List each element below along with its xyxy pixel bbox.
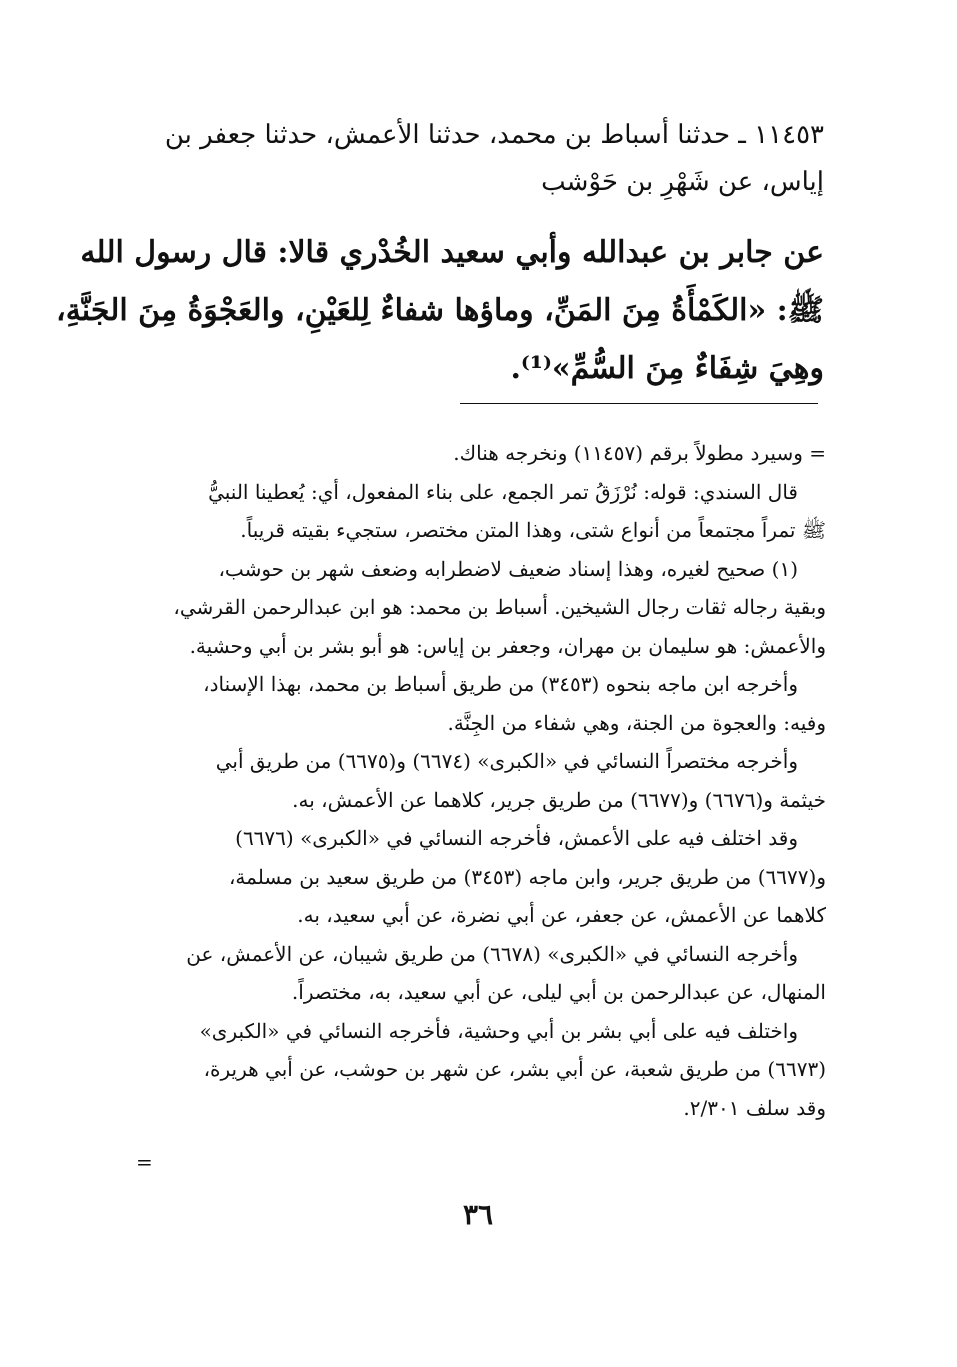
- footnote-line: وبقية رجاله ثقات رجال الشيخين. أسباط بن محمد: هو ابن عبدالرحمن القرشي،: [173, 595, 826, 619]
- footnote-line: المنهال، عن عبدالرحمن بن أبي ليلى، عن أبي سعيد، به، مختصراً.: [291, 980, 826, 1004]
- isnad-line: إياس، عن شَهْرِ بن حَوْشب: [541, 167, 824, 197]
- page-number: ٣٦: [462, 1198, 494, 1231]
- footnote-line: وأخرجه النسائي في «الكبرى» (٦٦٧٨) من طريق شيبان، عن الأعمش، عن: [186, 941, 798, 966]
- footnote-line: والأعمش: هو سليمان بن مهران، وجعفر بن إياس: هو أبو بشر بن أبي وحشية.: [189, 633, 826, 658]
- footnote-line: وأخرجه ابن ماجه بنحوه (٣٤٥٣) من طريق أسباط بن محمد، بهذا الإسناد،: [203, 672, 798, 696]
- matn-line: وهِيَ شِفَاءٌ مِنَ السُّمِّ»⁽¹⁾.: [510, 351, 824, 386]
- footnote-line: وقد سلف ٢/٣٠١.: [683, 1095, 826, 1120]
- footnote-line: وأخرجه مختصراً النسائي في «الكبرى» (٦٦٧٤) و(٦٦٧٥) من طريق أبي: [215, 749, 798, 773]
- footnote-line: كلاهما عن الأعمش، عن جعفر، عن أبي نضرة، عن أبي سعيد، به.: [297, 903, 826, 927]
- footnote-line: = وسيرد مطولاً برقم (١١٤٥٧) ونخرجه هناك.: [453, 441, 826, 465]
- footnote-line: (١) صحيح لغيره، وهذا إسناد ضعيف لاضطرابه وضعف شهر بن حوشب،: [218, 556, 798, 581]
- hadith-matn: [56, 224, 824, 398]
- footnote-divider: [460, 403, 818, 404]
- footnotes: [108, 434, 826, 1127]
- footnote-line: خيثمة و(٦٦٧٦) و(٦٦٧٧) من طريق جرير، كلاهما عن الأعمش، به.: [292, 787, 826, 812]
- hadith-isnad: [108, 112, 824, 206]
- isnad-line: ١١٤٥٣ ـ حدثنا أسباط بن محمد، حدثنا الأعمش، حدثنا جعفر بن: [164, 120, 824, 150]
- footnote-line: وفيه: والعجوة من الجنة، وهي شفاء من الجِنَّة.: [447, 710, 826, 735]
- footnote-line: قال السندي: قوله: نُرْزَقُ تمر الجمع، على بناء المفعول، أي: يُعطينا النبيُّ: [208, 479, 798, 504]
- footnote-line: واختلف فيه على أبي بشر بن أبي وحشية، فأخرجه النسائي في «الكبرى»: [199, 1018, 798, 1043]
- footnote-line: و(٦٦٧٧) من طريق جرير، وابن ماجه (٣٤٥٣) من طريق سعيد بن مسلمة،: [228, 864, 826, 889]
- matn-line: عن جابر بن عبدالله وأبي سعيد الخُدْري قالا: قال رسول الله: [80, 235, 824, 270]
- footnote-line: وقد اختلف فيه على الأعمش، فأخرجه النسائي في «الكبرى» (٦٦٧٦): [235, 826, 798, 850]
- continuation-mark: =: [136, 1150, 153, 1174]
- footnote-line: ﷺ تمراً مجتمعاً من أنواع شتى، وهذا المتن مختصر، ستجيء بقيته قريباً.: [240, 518, 826, 542]
- footnote-line: (٦٦٧٣) من طريق شعبة، عن أبي بشر، عن شهر بن حوشب، عن أبي هريرة،: [203, 1057, 826, 1081]
- matn-line: ﷺ: «الكَمْأَةُ مِنَ المَنِّ، وماؤها شفاءٌ لِلعَيْنِ، والعَجْوَةُ مِنَ الجَنَّةِ،: [56, 293, 824, 328]
